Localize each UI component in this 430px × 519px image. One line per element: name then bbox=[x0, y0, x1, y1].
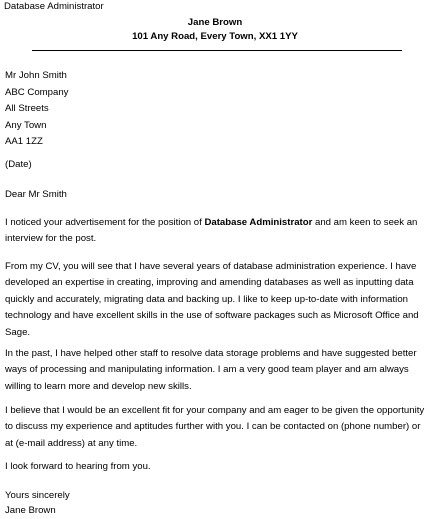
letter-header bbox=[0, 16, 430, 44]
salutation: Dear Mr Smith bbox=[5, 189, 67, 200]
paragraph-contact: I believe that I would be an excellent fit for your company and am eager to be given the opportunity to discuss my experience and aptitudes further with you. I can be contacted on (phone number) or at (e-mail address) at any time. bbox=[5, 405, 425, 449]
paragraph-experience: From my CV, you will see that I have several years of database administration experience. I have developed an expertise in creating, improving and amending databases as well as inputting data quickly and accurately, migrating data and backing up. I like to keep up-to-date with information technology and have excellent skills in the use of software packages such as Microsoft Office and Sage. bbox=[5, 261, 419, 338]
paragraph-closing: I look forward to hearing from you. bbox=[5, 461, 151, 472]
letter-closing bbox=[5, 488, 425, 518]
job-title: Database Administrator bbox=[204, 217, 313, 228]
sender-address: 101 Any Road, Every Town, XX1 1YY bbox=[132, 31, 298, 42]
sender-name: Jane Brown bbox=[187, 17, 243, 28]
recipient-name: Mr John Smith bbox=[5, 70, 67, 81]
signoff: Yours sincerely bbox=[5, 490, 70, 501]
intro-text-end: and am keen to seek an interview for the post. bbox=[5, 217, 418, 245]
signature-name: Jane Brown bbox=[5, 505, 56, 516]
recipient-town: Any Town bbox=[5, 119, 47, 131]
paragraph-intro bbox=[5, 215, 425, 248]
recipient-address bbox=[5, 68, 425, 151]
recipient-street: All Streets bbox=[5, 103, 49, 115]
recipient-company: ABC Company bbox=[5, 86, 69, 98]
document-label: Database Administrator bbox=[4, 1, 104, 12]
header-divider bbox=[32, 50, 402, 51]
letter-date: (Date) bbox=[5, 159, 32, 170]
recipient-postcode: AA1 1ZZ bbox=[5, 136, 43, 148]
intro-text-start: I noticed your advertisement for the position of bbox=[5, 217, 205, 228]
paragraph-teamwork: In the past, I have helped other staff to resolve data storage problems and have suggested better ways of processing and manipulating information. I am a very good team player and am always willing to learn more and develop new skills. bbox=[5, 348, 417, 392]
